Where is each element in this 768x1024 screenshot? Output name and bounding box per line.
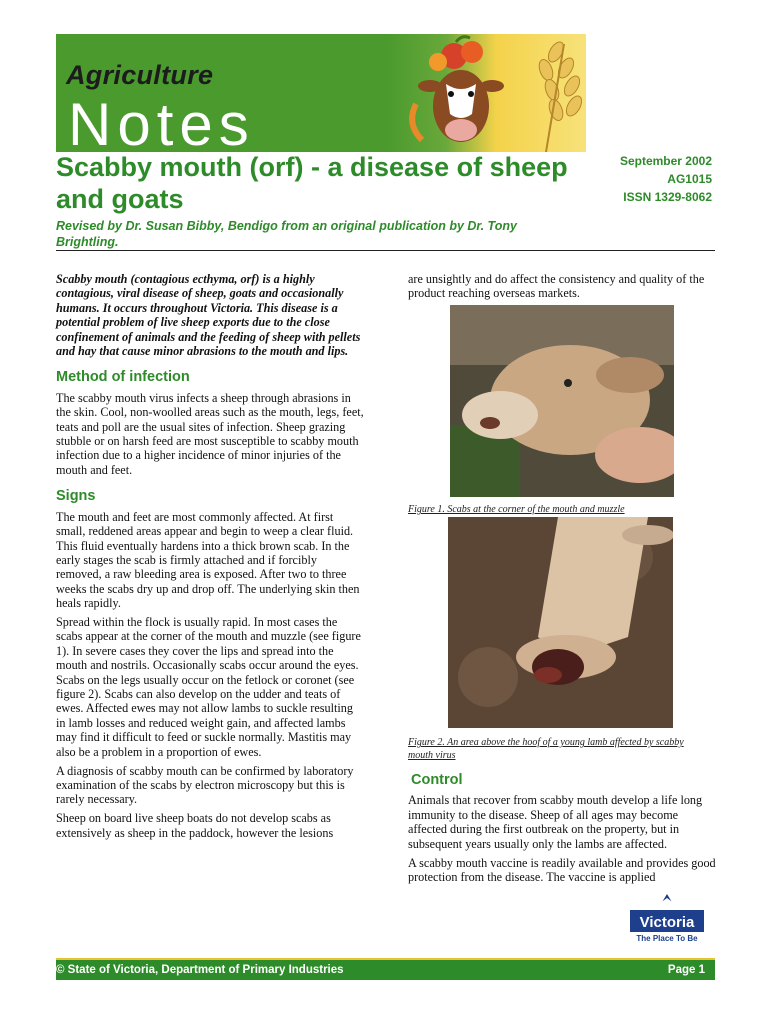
logo-wordmark: Victoria <box>639 914 695 931</box>
lamb-hoof-image <box>448 517 673 728</box>
issn-number: ISSN 1329-8062 <box>623 190 712 204</box>
signs-paragraph-2: Spread within the flock is usually rapid. In most cases the scabs appear at the corner of the mouth and muzzle (see figure 1). In severe cases they cover the lips and spread into the mouth and nostrils. Occasionally scabs occur around the eyes. Scabs on the legs usually occur on the fetlock or coronet (see figure 2). Scabs can also develop on the udder and teats of ewes. Affected ewes may not allow lambs to suckle resulting in lamb losses and reduced weight gain, and affected lambs may find it difficult to feed or suckle normally. Mastitis may also be a problem in a proportion of ewes. <box>56 615 361 759</box>
right-column-top <box>408 272 716 305</box>
footer-copyright: © State of Victoria, Department of Primary Industries <box>56 964 344 976</box>
fruit-icon <box>429 37 483 71</box>
left-column <box>56 272 364 845</box>
sheep-muzzle-image <box>450 305 674 497</box>
control-paragraph-2: A scabby mouth vaccine is readily available and provides good protection from the disease. The vaccine is applied <box>408 855 716 884</box>
continuation-paragraph: are unsightly and do affect the consistency and quality of the product reaching overseas markets. <box>408 272 705 301</box>
signs-paragraph-4: Sheep on board live sheep boats do not develop scabs as extensively as sheep in the paddock, however the lesions <box>56 811 334 840</box>
header-banner <box>56 34 586 152</box>
figure-1-photo <box>450 305 674 497</box>
author-byline: Revised by Dr. Susan Bibby, Bendigo from an original publication by Dr. Tony Brightling. <box>56 219 517 249</box>
farm-illustration <box>396 34 586 152</box>
figure-2-photo <box>448 517 673 728</box>
signs-paragraph-3: A diagnosis of scabby mouth can be confirmed by laboratory examination of the scabs by electron microscopy but this is rarely necessary. <box>56 763 354 807</box>
cow-icon <box>412 70 504 142</box>
signs-paragraph-1: The mouth and feet are most commonly affected. At first small, reddened areas appear and begin to weep a clear fluid. This fluid eventually hardens into a thick brown scab. In the early stages the scab is firmly attached and if forcibly removed, a raw bleeding area is exposed. After two to three weeks the scabs dry up and drop off. The underlying skin then heals rapidly. <box>56 509 360 611</box>
infection-paragraph: The scabby mouth virus infects a sheep through abrasions in the skin. Cool, non-woolled areas such as the mouth, legs, feet, teats and poll are the usual sites of infection. Sheep grazing stubble or on harsh feed are most susceptible to scabby mouth infection due to a higher incidence of minor injuries of the mouth and feet. <box>56 390 364 477</box>
intro-paragraph: Scabby mouth (contagious ecthyma, orf) is a highly contagious, viral disease of sheep, goats and occasionally humans. It occurs throughout Victoria. This disease is a potential problem of live sheep exports due to the close confinement of animals and the feeding of sheep with pellets and hay that cause minor abrasions to the mouth and lips. <box>56 272 361 359</box>
figure-1-caption: Figure 1. Scabs at the corner of the mouth and muzzle <box>408 504 625 515</box>
heading-control: Control <box>411 772 463 788</box>
wheat-icon <box>537 39 585 152</box>
notes-wordmark: Notes <box>68 91 255 152</box>
control-paragraph-1: Animals that recover from scabby mouth develop a life long immunity to the disease. Sheep of all ages may become affected during the first outbreak on the property, but in subsequent years usually only the lambs are affected. <box>408 793 703 851</box>
victoria-logo-icon <box>628 890 706 944</box>
heading-signs: Signs <box>56 488 96 505</box>
document-title: Scabby mouth (orf) - a disease of sheep and goats <box>56 152 568 214</box>
heading-method-of-infection: Method of infection <box>56 369 190 386</box>
header-divider <box>56 250 715 251</box>
page-number: Page 1 <box>667 964 705 976</box>
figure-2-caption: Figure 2. An area above the hoof of a young lamb affected by scabby mouth virus <box>408 737 684 761</box>
victoria-logo <box>628 890 706 944</box>
publication-date: September 2002 <box>619 154 712 168</box>
agriculture-wordmark: Agriculture <box>66 60 214 90</box>
document-code: AG1015 <box>667 172 712 186</box>
control-section <box>408 773 716 889</box>
page-footer <box>56 958 715 980</box>
logo-tagline: The Place To Be <box>636 934 698 943</box>
